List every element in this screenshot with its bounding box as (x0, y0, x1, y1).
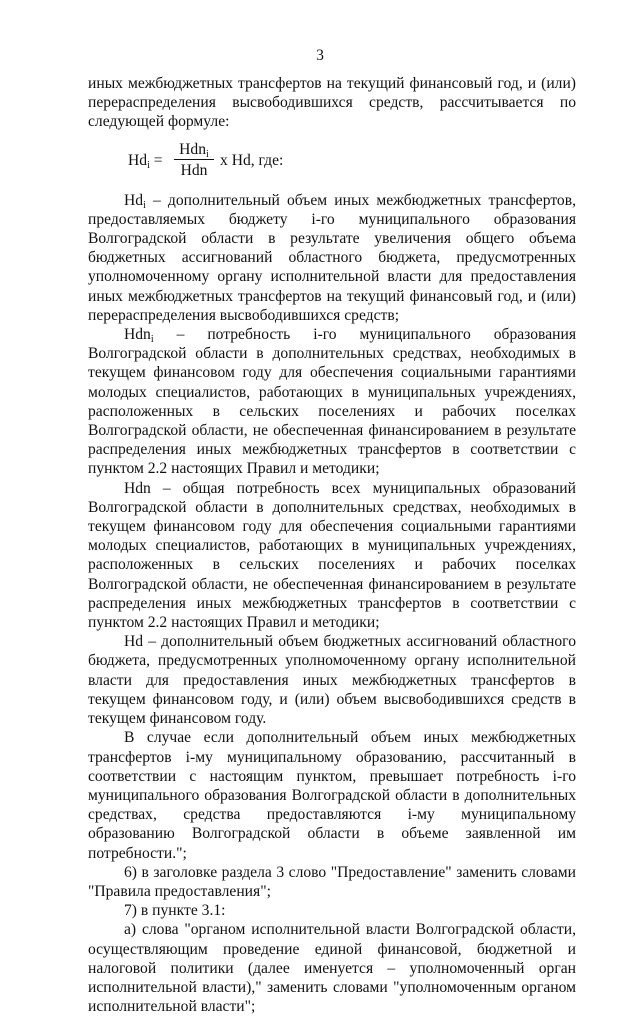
item-7: 7) в пункте 3.1: (124, 902, 226, 920)
item-7a: а) слова "органом исполнительной власти Волгоградской области, осуществляющим проведение единой финансовой, бюджетной и налоговой политики (далее именуется – уполномоченный орган исполнительной власти)," заменить словами "уполномоченным органом исполнительной власти"; (88, 921, 576, 1016)
page-number: 3 (316, 47, 324, 64)
case-paragraph: В случае если дополнительный объем иных межбюджетных трансфертов i-му муниципальному образованию, рассчитанный в соответствии с настоящим пунктом, превышает потребность i-го муниципального образования Волгоградской области в дополнительных средствах, средства предоставляются i-му муниципальному образованию Волгоградской области в объеме заявленной им потребности."; (88, 729, 576, 862)
formula-denominator: Hdn (180, 161, 208, 179)
definition-hdn: Hdn – общая потребность всех муниципальных образований Волгоградской области в дополнительных средствах, необходимых в текущем финансовом году для обеспечения социальными гарантиями молодых специалистов, работающих в муниципальных учреждениях, расположенных в сельских поселениях и рабочих поселках Волгоградской области, не обеспеченная финансированием в результате распределения иных межбюджетных трансфертов в соответствии с пунктом 2.2 настоящих Правил и методики; (88, 479, 576, 632)
formula-rhs: x Hd, где: (220, 151, 284, 169)
definition-hdi: $Hd_i$ – дополнительный объем иных межбюджетных трансфертов, предоставляемых бюджету i-го муниципального образования Волгоградской области в результате увеличения общего объема бюджетных ассигнований областного бюджета, предусмотренных уполномоченному органу исполнительной власти для предоставления иных межбюджетных трансфертов на текущий финансовый год, и (или) перераспределения высвободившихся средств; (88, 191, 576, 324)
formula-fraction (174, 141, 214, 179)
formula (88, 139, 576, 181)
formula-numerator: Hdn$_i$ (179, 140, 209, 160)
intro-paragraph: иных межбюджетных трансфертов на текущий финансовый год, и (или) перераспределения высвободившихся средств, рассчитывается по следующей формуле: (88, 75, 576, 131)
document-body (88, 74, 576, 1016)
formula-lhs: $Hd_i$ = (128, 151, 163, 171)
definition-hdni: Hdn$_i$ – потребность i-го муниципального образования Волгоградской области в дополнительных средствах, необходимых в текущем финансовом году для обеспечения социальными гарантиями молодых специалистов, работающих в муниципальных учреждениях, расположенных в сельских поселениях и рабочих поселках Волгоградской области, не обеспеченная финансированием в результате распределения иных межбюджетных трансфертов в соответствии с пунктом 2.2 настоящих Правил и методики; (88, 326, 576, 478)
definition-hd: Hd – дополнительный объем бюджетных ассигнований областного бюджета, предусмотренных уполномоченному органу исполнительной власти для предоставления иных межбюджетных трансфертов в текущем финансовом году, и (или) объем высвободившихся средств в текущем финансовом году. (88, 633, 576, 728)
item-6: 6) в заголовке раздела 3 слово "Предоставление" заменить словами "Правила предоставления"; (88, 863, 576, 900)
